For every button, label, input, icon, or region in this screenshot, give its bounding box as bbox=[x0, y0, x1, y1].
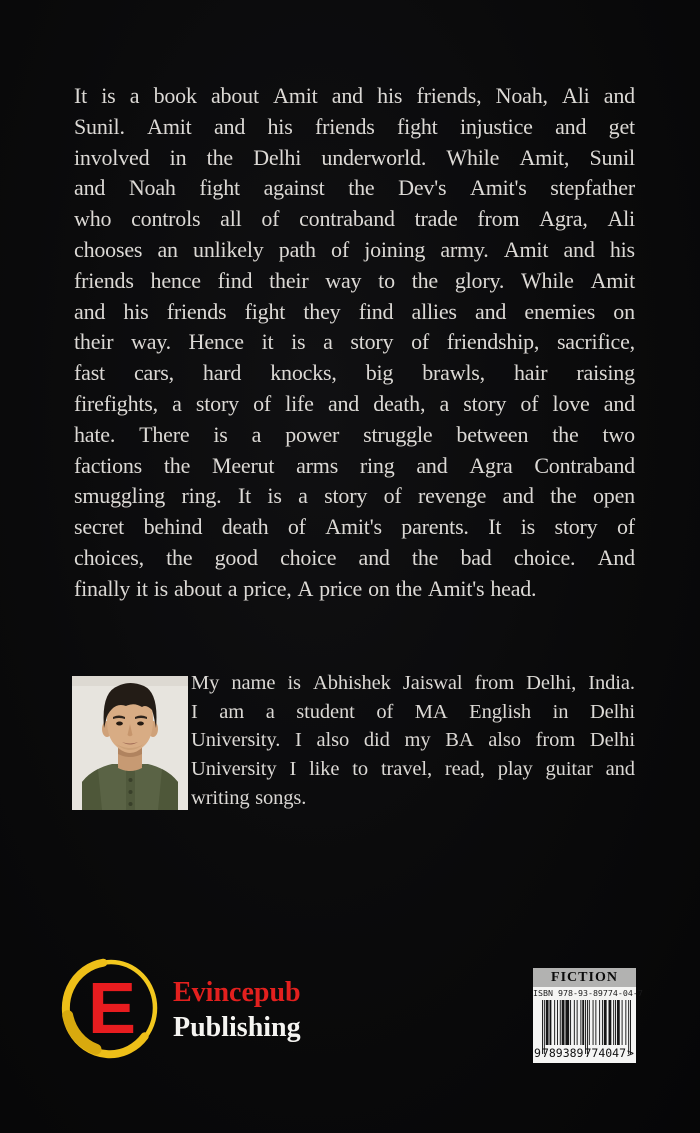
bio-line: I am a student of MA English in Delhi bbox=[191, 700, 635, 723]
barcode-block bbox=[533, 968, 643, 1063]
barcode-digits bbox=[534, 1045, 634, 1061]
synopsis-line: hate. There is a power struggle between the two bbox=[74, 421, 635, 447]
bio-line: My name is Abhishek Jaiswal from Delhi, India. bbox=[191, 672, 635, 694]
barcode-digit-group: 9 bbox=[534, 1046, 541, 1060]
publisher-type: Publishing bbox=[173, 1012, 301, 1043]
synopsis-text bbox=[74, 81, 635, 605]
barcode-digit-group: 774047 bbox=[584, 1046, 627, 1060]
isbn-label: ISBN 978-93-89774-04-7 bbox=[533, 988, 643, 998]
publisher-logo-ring-icon bbox=[60, 953, 162, 1063]
synopsis-line: firefights, a story of life and death, a story of love and bbox=[74, 390, 635, 416]
barcode-digit-group: > bbox=[627, 1046, 634, 1060]
barcode-digit-group: 789389 bbox=[541, 1046, 584, 1060]
bio-line: University I like to travel, read, play guitar and bbox=[191, 758, 635, 781]
synopsis-line: and his friends fight they find allies and enemies on bbox=[74, 298, 635, 324]
synopsis-line: chooses an unlikely path of joining army. Amit and his bbox=[74, 236, 635, 262]
synopsis-line: who controls all of contraband trade from Agra, Ali bbox=[74, 206, 635, 232]
synopsis-line: Sunil. Amit and his friends fight injustice and get bbox=[74, 113, 635, 139]
synopsis-line: their way. Hence it is a story of friendship, sacrifice, bbox=[74, 329, 635, 355]
synopsis-line: secret behind death of Amit's parents. It is story of bbox=[74, 514, 635, 540]
author-photo bbox=[72, 676, 188, 810]
barcode-category-label: FICTION bbox=[533, 968, 636, 987]
bio-line: writing songs. bbox=[191, 786, 307, 809]
synopsis-line: It is a book about Amit and his friends, Noah, Ali and bbox=[74, 83, 635, 108]
synopsis-line: factions the Meerut arms ring and Agra Contraband bbox=[74, 452, 635, 478]
synopsis-line: and Noah fight against the Dev's Amit's stepfather bbox=[74, 175, 635, 201]
author-bio bbox=[191, 669, 635, 812]
synopsis-line: finally it is about a price, A price on the Amit's head. bbox=[74, 575, 537, 601]
bio-line: University. I also did my BA also from Delhi bbox=[191, 729, 635, 752]
publisher-wordmark bbox=[173, 978, 301, 1043]
publisher-logo-letter: E bbox=[87, 969, 137, 1049]
synopsis-line: friends hence find their way to the glory. While Amit bbox=[74, 267, 635, 293]
synopsis-line: fast cars, hard knocks, big brawls, hair raising bbox=[74, 360, 635, 386]
synopsis-line: smuggling ring. It is a story of revenge and the open bbox=[74, 483, 635, 509]
publisher-name: Evincepub bbox=[173, 977, 301, 1008]
synopsis-line: choices, the good choice and the bad choice. And bbox=[74, 544, 635, 570]
synopsis-line: involved in the Delhi underworld. While Amit, Sunil bbox=[74, 144, 635, 170]
